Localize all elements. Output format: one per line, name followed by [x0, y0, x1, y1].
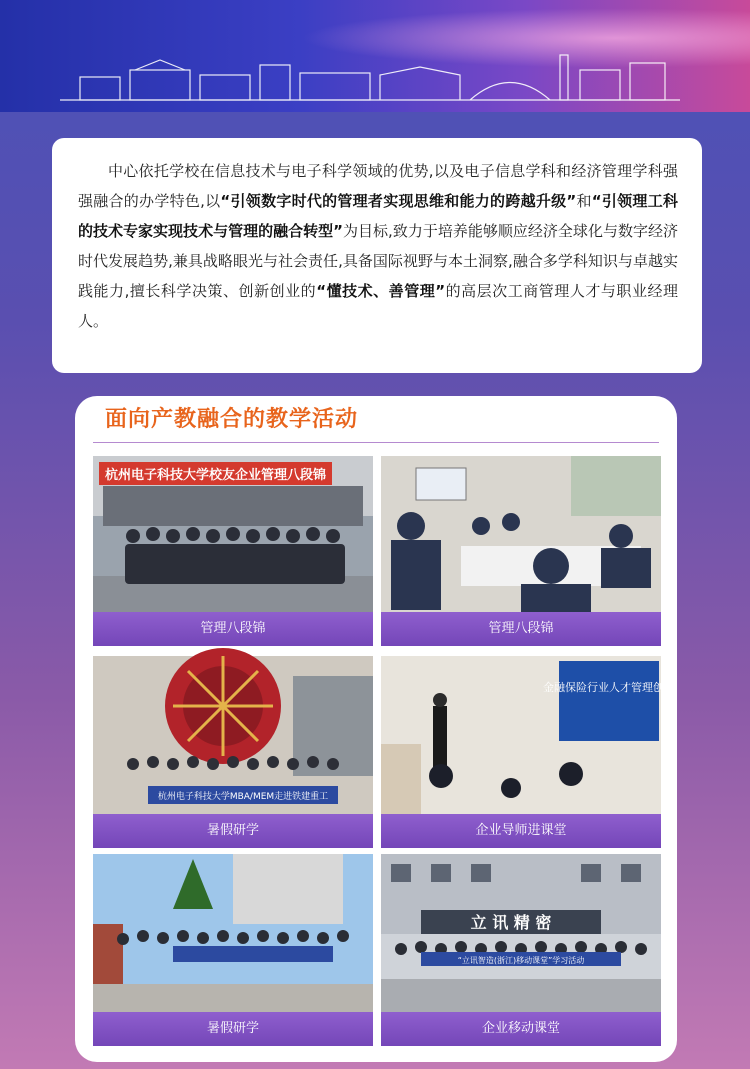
activities-panel [75, 396, 677, 1062]
tile-caption: 管理八段锦 [93, 612, 373, 646]
header-banner [0, 0, 750, 112]
building-sign-text: 立 讯 精 密 [470, 913, 552, 932]
intro-card [52, 138, 702, 373]
section-title: 面向产教融合的教学活动 [105, 407, 359, 432]
screen-text: 金融保险行业人才管理创新 [543, 681, 675, 694]
activity-tile-1 [93, 456, 373, 646]
classroom-photo [381, 456, 661, 614]
lecture-photo [381, 656, 675, 814]
banner-text: 杭州电子科技大学MBA/MEM走进铁建重工 [157, 792, 329, 802]
tile-caption: 暑假研学 [93, 814, 373, 848]
activity-tile-3 [93, 656, 373, 848]
activity-tile-4 [381, 656, 675, 848]
photo-sign: 杭州电子科技大学校友企业管理八段锦 [99, 462, 332, 485]
activity-tile-5 [93, 854, 373, 1046]
company-visit-photo [381, 854, 661, 1012]
tile-caption: 企业移动课堂 [381, 1012, 661, 1046]
activity-tile-2 [381, 456, 661, 646]
tile-caption: 企业导师进课堂 [381, 814, 661, 848]
tile-caption: 暑假研学 [93, 1012, 373, 1046]
campus-skyline-illustration [60, 45, 680, 105]
tile-caption: 管理八段锦 [381, 612, 661, 646]
title-divider [93, 442, 659, 443]
factory-visit-photo [93, 656, 373, 814]
intro-paragraph: 中心依托学校在信息技术与电子科学领域的优势,以及电子信息学科和经济管理学科强强融合的办学特色,以“引领数字时代的管理者实现思维和能力的跨越升级”和“引领理工科的技术专家实现技术与管理的融合转型”为目标,致力于培养能够顺应经济全球化与数字经济时代发展趋势,兼具战略眼光与社会责任,具备国际视野与本土洞察,融合多学科知识与卓越实践能力,擅长科学决策、创新创业的“懂技术、善管理”的高层次工商管理人才与职业经理人。 [78, 162, 678, 330]
activity-tile-6 [381, 854, 661, 1046]
banner-text: “立讯智造(浙江)移动课堂”学习活动 [457, 956, 585, 965]
outdoor-group-photo [93, 854, 373, 1012]
